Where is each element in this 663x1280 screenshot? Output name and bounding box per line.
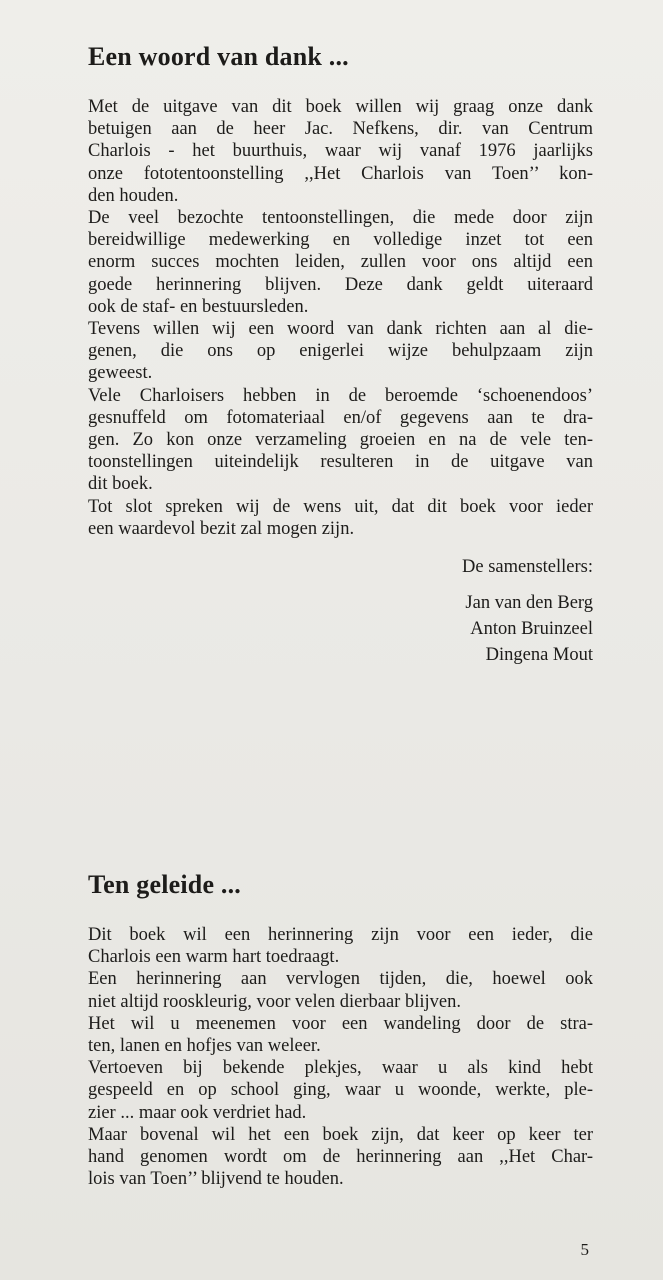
acknowledgement-section — [88, 40, 593, 668]
text-line: ook de staf- en bestuursleden. — [88, 296, 309, 317]
signature-label: De samenstellers: — [462, 557, 593, 578]
text-line: onze fototentoonstelling ,,Het Charlois van Toen’’ kon- — [88, 163, 593, 184]
text-line: niet altijd rooskleurig, voor velen dierbaar blijven. — [88, 991, 461, 1012]
text-line: gespeeld en op school ging, waar u woonde, werkte, ple- — [88, 1080, 593, 1101]
text-line: gen. Zo kon onze verzameling groeien en na de vele ten- — [88, 430, 593, 451]
text-line: Maar bovenal wil het een boek zijn, dat keer op keer ter — [88, 1124, 593, 1145]
text-line: enorm succes mochten leiden, zullen voor ons altijd een — [88, 252, 593, 273]
text-line: Charlois een warm hart toedraagt. — [88, 947, 340, 968]
text-line: goede herinnering blijven. Deze dank geldt uiteraard — [88, 274, 593, 295]
text-line: Het wil u meenemen voor een wandeling door de stra- — [88, 1013, 593, 1034]
text-line: Dit boek wil een herinnering zijn voor een ieder, die — [88, 925, 593, 945]
author-name: Jan van den Berg — [465, 593, 593, 614]
text-line: Met de uitgave van dit boek willen wij graag onze dank — [88, 97, 593, 117]
text-line: De veel bezochte tentoonstellingen, die mede door zijn — [88, 208, 593, 229]
section-title: Een woord van dank ... — [88, 42, 349, 71]
text-line: lois van Toen’’ blijvend te houden. — [88, 1169, 344, 1190]
text-line: genen, die ons op enigerlei wijze behulpzaam zijn — [88, 341, 593, 362]
text-line: Vertoeven bij bekende plekjes, waar u als kind hebt — [88, 1058, 593, 1079]
text-line: Tevens willen wij een woord van dank richten aan al die- — [88, 319, 593, 340]
text-line: Tot slot spreken wij de wens uit, dat dit boek voor ieder — [88, 496, 593, 517]
text-line: geweest. — [88, 363, 153, 384]
page-number: 5 — [580, 1240, 589, 1259]
signature-block — [88, 554, 593, 668]
foreword-text — [88, 924, 593, 1190]
text-line: den houden. — [88, 185, 179, 206]
text-line: bereidwillige medewerking en volledige inzet tot een — [88, 230, 593, 251]
text-line: gesnuffeld om fotomateriaal en/of gegevens aan te dra- — [88, 407, 593, 428]
text-line: betuigen aan de heer Jac. Nefkens, dir. van Centrum — [88, 119, 593, 140]
text-line: hand genomen wordt om de herinnering aan ,,Het Char- — [88, 1147, 593, 1168]
section-title: Ten geleide ... — [88, 870, 241, 899]
author-name: Dingena Mout — [485, 645, 593, 666]
text-line: Vele Charloisers hebben in de beroemde ‘schoenendoos’ — [88, 385, 593, 406]
foreword-section — [88, 868, 593, 1190]
text-line: dit boek. — [88, 474, 153, 495]
text-line: een waardevol bezit zal mogen zijn. — [88, 518, 355, 539]
acknowledgement-text — [88, 96, 593, 540]
text-line: zier ... maar ook verdriet had. — [88, 1102, 307, 1123]
text-line: Charlois - het buurthuis, waar wij vanaf 1976 jaarlijks — [88, 141, 593, 162]
text-line: Een herinnering aan vervlogen tijden, die, hoewel ook — [88, 969, 593, 990]
text-line: ten, lanen en hofjes van weleer. — [88, 1036, 321, 1057]
text-line: toonstellingen uiteindelijk resulteren in de uitgave van — [88, 452, 593, 473]
author-name: Anton Bruinzeel — [470, 619, 593, 640]
